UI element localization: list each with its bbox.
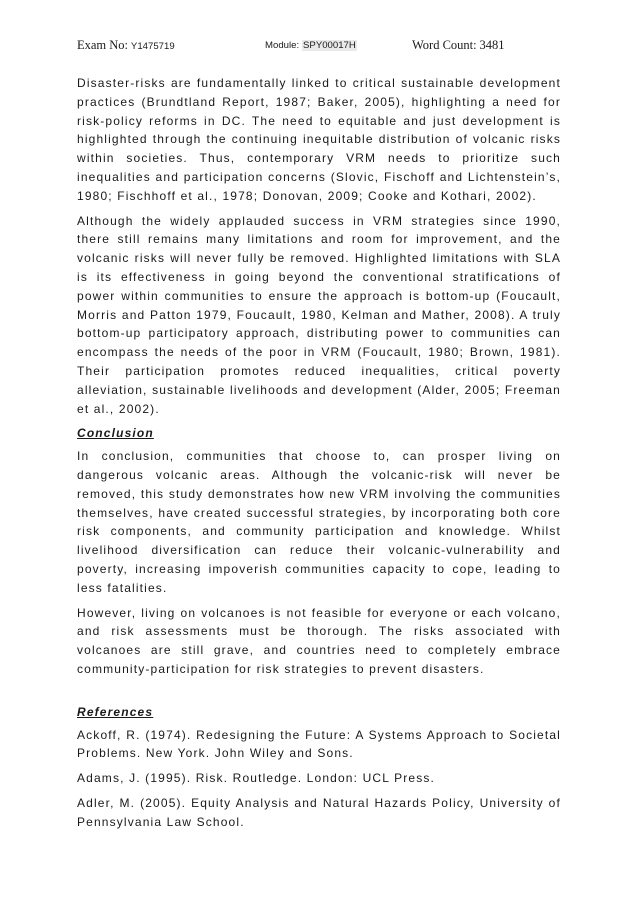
- module-label: Module:: [265, 40, 300, 51]
- exam-number-value: Y1475719: [130, 41, 175, 52]
- module-value: SPY00017H: [303, 40, 356, 51]
- word-count: [412, 37, 505, 54]
- word-count-value: 3481: [479, 38, 505, 52]
- exam-number: [77, 37, 175, 55]
- reference-item: Adler, M. (2005). Equity Analysis and Natural Hazards Policy, University of Pennsylvania Law School.: [77, 795, 561, 829]
- module-code: [265, 37, 357, 54]
- page-header: [77, 37, 561, 53]
- exam-number-label: Exam No:: [77, 38, 129, 52]
- conclusion-paragraph-2: However, living on volcanoes is not feasible for everyone or each volcano, and risk assessments must be thorough. The risks associated with volcanoes are still grave, and countries need to completely embrace community-participation for risk strategies to prevent disasters.: [77, 605, 561, 676]
- conclusion-paragraph-1: In conclusion, communities that choose to, can prosper living on dangerous volcanic areas. Although the volcanic-risk will never be removed, this study demonstrates how new VRM involving the communities themselves, have created successful strategies, by incorporating both core risk components, and community participation and knowledge. Whilst livelihood diversification can reduce their volcanic-vulnerability and poverty, increasing impoverish communities capacity to cope, leading to less fatalities.: [77, 449, 561, 595]
- body-paragraph-2: Although the widely applauded success in VRM strategies since 1990, there still remains many limitations and room for improvement, and the volcanic risks will never fully be removed. Highlighted limitations with SLA is its effectiveness in going beyond the conventional stratifications of power within communities to ensure the approach is bottom-up (Foucault, Morris and Patton 1979, Foucault, 1980, Kelman and Mather, 2008). A truly bottom-up participatory approach, distributing power to communities can encompass the needs of the poor in VRM (Foucault, 1980; Brown, 1981). Their participation promotes reduced inequalities, critical poverty alleviation, sustainable livelihoods and development (Alder, 2005; Freeman et al., 2002).: [77, 213, 561, 416]
- reference-item: Ackoff, R. (1974). Redesigning the Future: A Systems Approach to Societal Problems. New York. John Wiley and Sons.: [77, 727, 561, 761]
- reference-item: Adams, J. (1995). Risk. Routledge. London: UCL Press.: [77, 771, 435, 786]
- conclusion-heading: Conclusion: [77, 426, 154, 441]
- word-count-label: Word Count:: [412, 38, 477, 52]
- body-paragraph-1: Disaster-risks are fundamentally linked to critical sustainable development practices (Brundtland Report, 1987; Baker, 2005), highlighting a need for risk-policy reforms in DC. The need to equitable and just development is highlighted through the continuing inequitable distribution of volcanic risks within societies. Thus, contemporary VRM needs to prioritize such inequalities and participation concerns (Slovic, Fischoff and Lichtenstein’s, 1980; Fischhoff et al., 1978; Donovan, 2009; Cooke and Kothari, 2002).: [77, 76, 561, 203]
- references-heading: References: [77, 704, 154, 719]
- document-body: [77, 74, 561, 837]
